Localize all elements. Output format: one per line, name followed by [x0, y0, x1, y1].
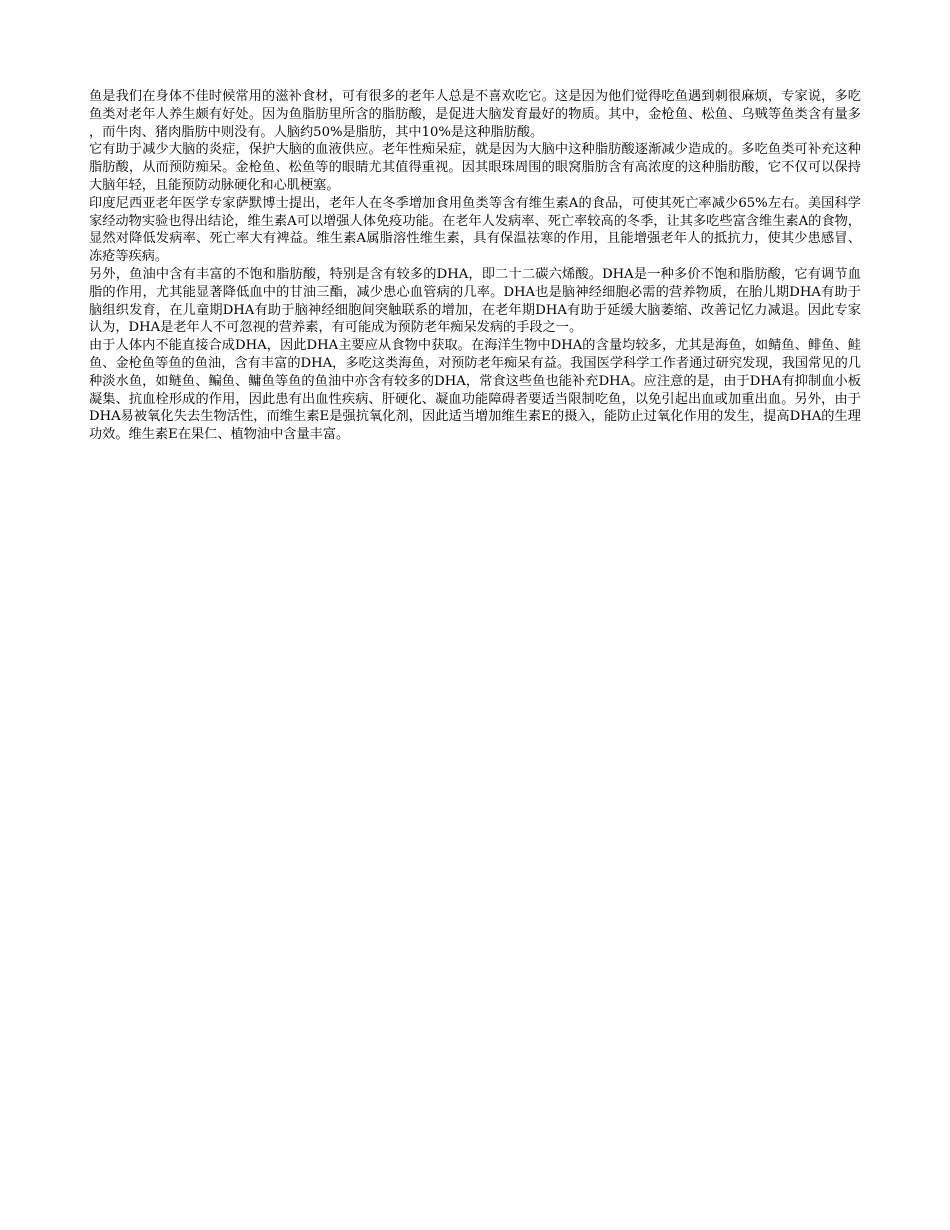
paragraph-fish-nutrition-intro: 鱼是我们在身体不佳时候常用的滋补食材，可有很多的老年人总是不喜欢吃它。这是因为他们觉得吃鱼遇到刺很麻烦，专家说，多吃鱼类对老年人养生颇有好处。因为鱼脂肪里所含的脂肪酸，是促进大脑发育最好的物质。其中，金枪鱼、松鱼、乌贼等鱼类含有量多，而牛肉、猪肉脂肪中则没有。人脑约50%是脂肪，其中10%是这种脂肪酸。	[89, 89, 861, 140]
document-body	[89, 88, 861, 444]
paragraph-dha-benefits: 另外，鱼油中含有丰富的不饱和脂肪酸，特别是含有较多的DHA，即二十二碳六烯酸。DHA是一种多价不饱和脂肪酸，它有调节血脂的作用，尤其能显著降低血中的甘油三酯，减少患心血管病的几率。DHA也是脑神经细胞必需的营养物质，在胎儿期DHA有助于脑组织发育，在儿童期DHA有助于脑神经细胞间突触联系的增加，在老年期DHA有助于延缓大脑萎缩、改善记忆力减退。因此专家认为，DHA是老年人不可忽视的营养素，有可能成为预防老年痴呆发病的手段之一。	[89, 266, 861, 336]
paragraph-vitamin-a: 印度尼西亚老年医学专家萨默博士提出，老年人在冬季增加食用鱼类等含有维生素A的食品，可使其死亡率减少65%左右。美国科学家经动物实验也得出结论，维生素A可以增强人体免疫功能。在老年人发病率、死亡率较高的冬季，让其多吃些富含维生素A的食物，显然对降低发病率、死亡率大有裨益。维生素A属脂溶性维生素，具有保温祛寒的作用，且能增强老年人的抵抗力，使其少患感冒、冻疮等疾病。	[89, 195, 861, 265]
paragraph-dha-sources: 由于人体内不能直接合成DHA，因此DHA主要应从食物中获取。在海洋生物中DHA的含量均较多，尤其是海鱼，如鲭鱼、鲱鱼、鲑鱼、金枪鱼等鱼的鱼油，含有丰富的DHA，多吃这类海鱼，对预防老年痴呆有益。我国医学科学工作者通过研究发现，我国常见的几种淡水鱼，如鲢鱼、鳊鱼、鳙鱼等鱼的鱼油中亦含有较多的DHA，常食这些鱼也能补充DHA。应注意的是，由于DHA有抑制血小板凝集、抗血栓形成的作用，因此患有出血性疾病、肝硬化、凝血功能障碍者要适当限制吃鱼，以免引起出血或加重出血。另外，由于DHA易被氧化失去生物活性，而维生素E是强抗氧化剂，因此适当增加维生素E的摄入，能防止过氧化作用的发生，提高DHA的生理功效。维生素E在果仁、植物油中含量丰富。	[89, 338, 861, 443]
paragraph-brain-fatty-acid: 它有助于减少大脑的炎症，保护大脑的血液供应。老年性痴呆症，就是因为大脑中这种脂肪酸逐渐减少造成的。多吃鱼类可补充这种脂肪酸，从而预防痴呆。金枪鱼、松鱼等的眼睛尤其值得重视。因其眼珠周围的眼窝脂肪含有高浓度的这种脂肪酸，它不仅可以保持大脑年轻，且能预防动脉硬化和心肌梗塞。	[89, 142, 861, 193]
